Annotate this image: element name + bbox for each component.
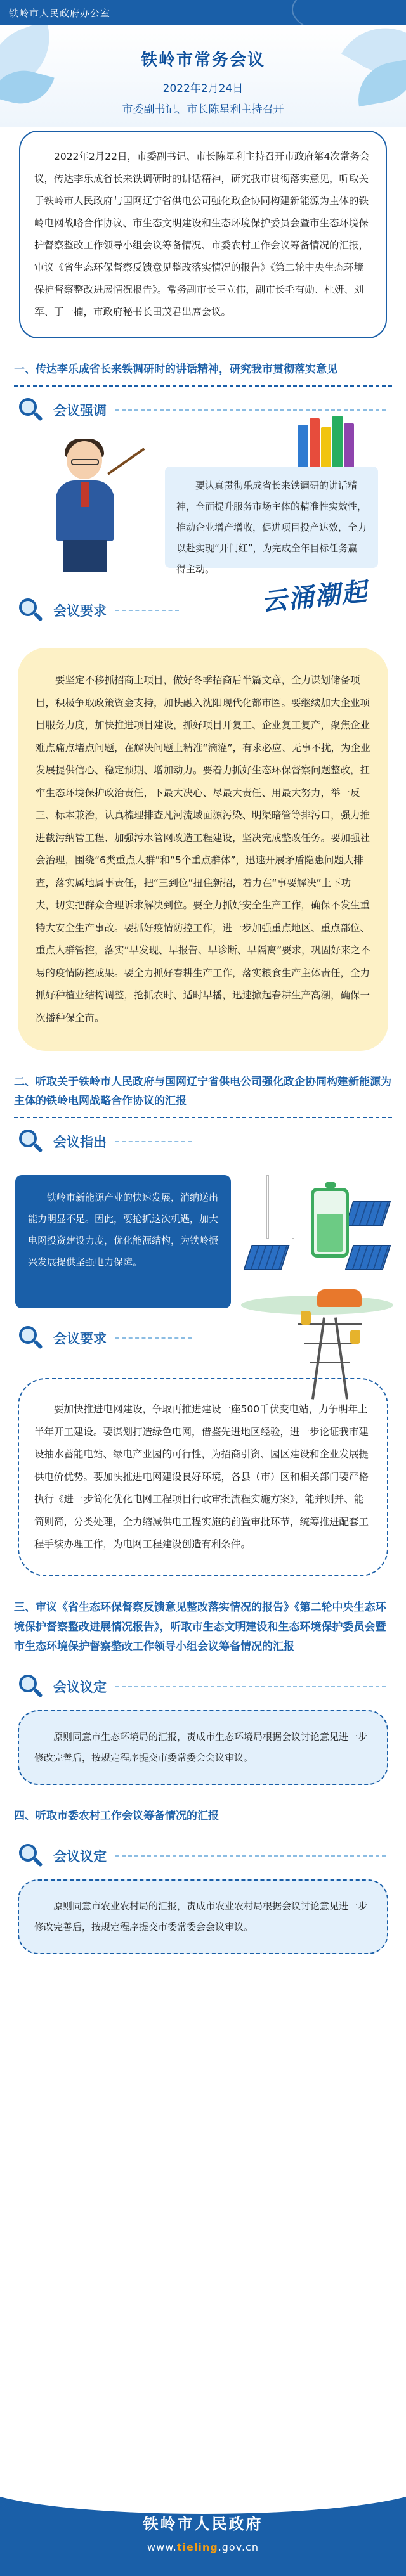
section-heading-2: [14, 1072, 392, 1118]
requirement-head-2: [0, 1323, 406, 1353]
footer-wave: [0, 2489, 406, 2514]
url-highlight: tieling: [176, 2541, 218, 2553]
books-illustration: [298, 412, 362, 469]
magnifier-icon: [14, 1323, 47, 1353]
top-bar: [0, 0, 406, 25]
point-block: [0, 1162, 406, 1315]
footer-website[interactable]: [0, 2541, 406, 2553]
decorative-wave: [292, 0, 406, 25]
stress-block: [0, 428, 406, 587]
page-title: 铁岭市常务会议: [140, 51, 265, 70]
intro-box: [19, 131, 387, 338]
subheading-label: 会议议定: [53, 1848, 107, 1864]
url-prefix: www.: [147, 2541, 177, 2553]
dashed-divider: [115, 1337, 192, 1339]
footer-government-name: 铁岭市人民政府: [143, 2515, 263, 2533]
subheading-label: 会议指出: [53, 1135, 107, 1150]
subheading-point: [14, 1127, 392, 1156]
subheading-agreed-3: [14, 1672, 392, 1701]
section-heading-text: 四、听取市委农村工作会议筹备情况的汇报: [14, 1809, 219, 1822]
calligraphy-text: 云涌潮起: [260, 576, 370, 617]
section-heading-text: 一、传达李乐成省长来铁调研时的讲话精神，研究我市贯彻落实意见: [14, 363, 337, 376]
point-text: 铁岭市新能源产业的快速发展，消纳送出能力明显不足。因此，要抢抓这次机遇，加大电网投资建设力度，优化能源结构，为铁岭振兴发展提供坚强电力保障。: [28, 1192, 219, 1268]
dashed-divider: [115, 610, 179, 611]
dashed-divider: [115, 1855, 386, 1857]
subheading-label: 会议要求: [53, 603, 107, 619]
magnifier-icon: [14, 596, 47, 625]
section-heading-text: 二、听取关于铁岭市人民政府与国网辽宁省供电公司强化政企协同构建新能源为主体的铁岭电网战略合作协议的汇报: [14, 1076, 391, 1107]
header-banner: [0, 25, 406, 127]
section-heading-3: [14, 1598, 392, 1663]
teacher-illustration: [38, 441, 133, 574]
section-heading-1: [14, 360, 392, 387]
meeting-date: 2022年2月24日: [162, 82, 244, 95]
stress-card: [165, 467, 378, 575]
point-card: [15, 1175, 231, 1308]
agreed-text-4: 原则同意市农业农村局的汇报，责成市农业农村局根据会议讨论意见进一步修改完善后，按规定程序提交市委常委会会议审议。: [34, 1900, 368, 1933]
section-heading-4: [14, 1806, 392, 1832]
subheading-label: 会议强调: [53, 403, 107, 418]
magnifier-icon: [14, 396, 47, 425]
dashed-divider: [115, 1141, 192, 1142]
agreed-box-3: [18, 1710, 388, 1785]
agreed-box-4: [18, 1879, 388, 1954]
requirement-box: [18, 648, 388, 1051]
magnifier-icon: [14, 1841, 47, 1871]
subheading-agreed-4: [14, 1841, 392, 1871]
intro-text: 2022年2月22日，市委副书记、市长陈星利主持召开市政府第4次常务会议，传达李乐成省长来铁调研时的讲话精神，研究我市贯彻落实意见，听取关于铁岭市人民政府与国网辽宁省供电公司强化政企协同构建新能源为主体的铁岭电网战略合作协议、市生态文明建设和生态环境保护委员会暨市生态环境保护督察整改工作领导小组会议筹备情况、市委农村工作会议筹备情况的汇报，审议《省生态环保督察反馈意见整改落实情况的报告》《第二轮中央生态环境保护督察整改进展情况报告》。常务副市长王立伟，副市长毛有勋、杜妍、刘军、丁一楠，市政府秘书长田茂君出席会议。: [34, 151, 370, 318]
requirement-text: 要坚定不移抓招商上项目，做好冬季招商后半篇文章，全力谋划储备项目，积极争取政策资金支持，加快融入沈阳现代化都市圈。要继续加大企业项目服务力度，加快推进项目建设，抓好项目开复工、企业复工复产，聚焦企业难点痛点堵点问题，在解决问题上精准“滴灌”，有求必应、无事不扰，为企业发展提供信心、稳定预期、增加动力。要着力抓好生态环保督察问题整改，扛牢生态环境保护政治责任，下最大决心、尽最大责任、用最大努力，举一反三、标本兼治，认真梳理排查凡河流域面源污染、明渠暗管等排污口，强力推进截污纳管工程、加强污水管网改造工程建设，坚决完成整改任务。要加强社会治理，围绕“6类重点人群”和“5个重点群体”，迅速开展矛盾隐患问题大排查，落实属地属事责任，把“三到位”扭住新招，着力在“事要解决”上下功夫，切实把群众合理诉求解决到位。要全力抓好安全生产工作，确保不发生重特大安全生产事故。要抓好疫情防控工作，进一步加强重点地区、重点部位、重点人群管控，落实“早发现、早报告、早诊断、早隔离”要求，巩固好来之不易的疫情防控成果。要全力抓好春耕生产工作，落实粮食生产主体责任，全力抓好种植业结构调整，抢抓农时、适时早播，迅速掀起春耕生产高潮，确保一次播种保全苗。: [36, 674, 370, 1024]
footer: [0, 2489, 406, 2576]
requirement-area: [0, 576, 406, 1051]
stress-text: 要认真贯彻乐成省长来铁调研的讲话精神，全面提升服务市场主体的精准性实效性，推动企业增产增收，促进项目投产达效，全力以赴实现“开门红”，为完成全年目标任务赢得主动。: [176, 480, 367, 575]
dashed-divider: [115, 409, 386, 411]
meeting-host: 市委副书记、市长陈星利主持召开: [122, 103, 284, 116]
subheading-label: 会议议定: [53, 1679, 107, 1695]
magnifier-icon: [14, 1127, 47, 1156]
office-name: 铁岭市人民政府办公室: [9, 7, 111, 19]
section-heading-text: 三、审议《省生态环保督察反馈意见整改落实情况的报告》《第二轮中央生态环境保护督察整改进展情况报告》，听取市生态文明建设和生态环境保护委员会暨市生态环境保护督察整改工作领导小组会议筹备情况的汇报: [14, 1600, 386, 1653]
magnifier-icon: [14, 1672, 47, 1701]
agreed-text-3: 原则同意市生态环境局的汇报，责成市生态环境局根据会议讨论意见进一步修改完善后，按规定程序提交市委常委会会议审议。: [34, 1730, 368, 1763]
car-icon: [317, 1289, 362, 1307]
subheading-label: 会议要求: [53, 1331, 107, 1346]
energy-illustration: [241, 1169, 393, 1315]
url-suffix: .gov.cn: [218, 2541, 259, 2553]
dashed-divider: [115, 1686, 386, 1687]
requirement-box-2: [18, 1378, 388, 1576]
battery-icon: [311, 1188, 349, 1258]
requirement-text-2: 要加快推进电网建设，争取再推进建设一座500千伏变电站，力争明年上半年开工建设。要谋划打造绿色电网，借鉴先进地区经验，进一步论证我市建设抽水蓄能电站、绿电产业园的可行性，为招商引资、园区建设和企业发展提供电价优势。要加快推进电网建设良好环境，各县（市）区和相关部门要严格执行《进一步简化优化电网工程项目行政审批流程实施方案》，能并则并、能简则简，分类处理，全力缩减供电工程实施的前置审批环节，统筹推进配套工程手续办理工作，为电网工程建设创造有利条件。: [34, 1403, 369, 1550]
